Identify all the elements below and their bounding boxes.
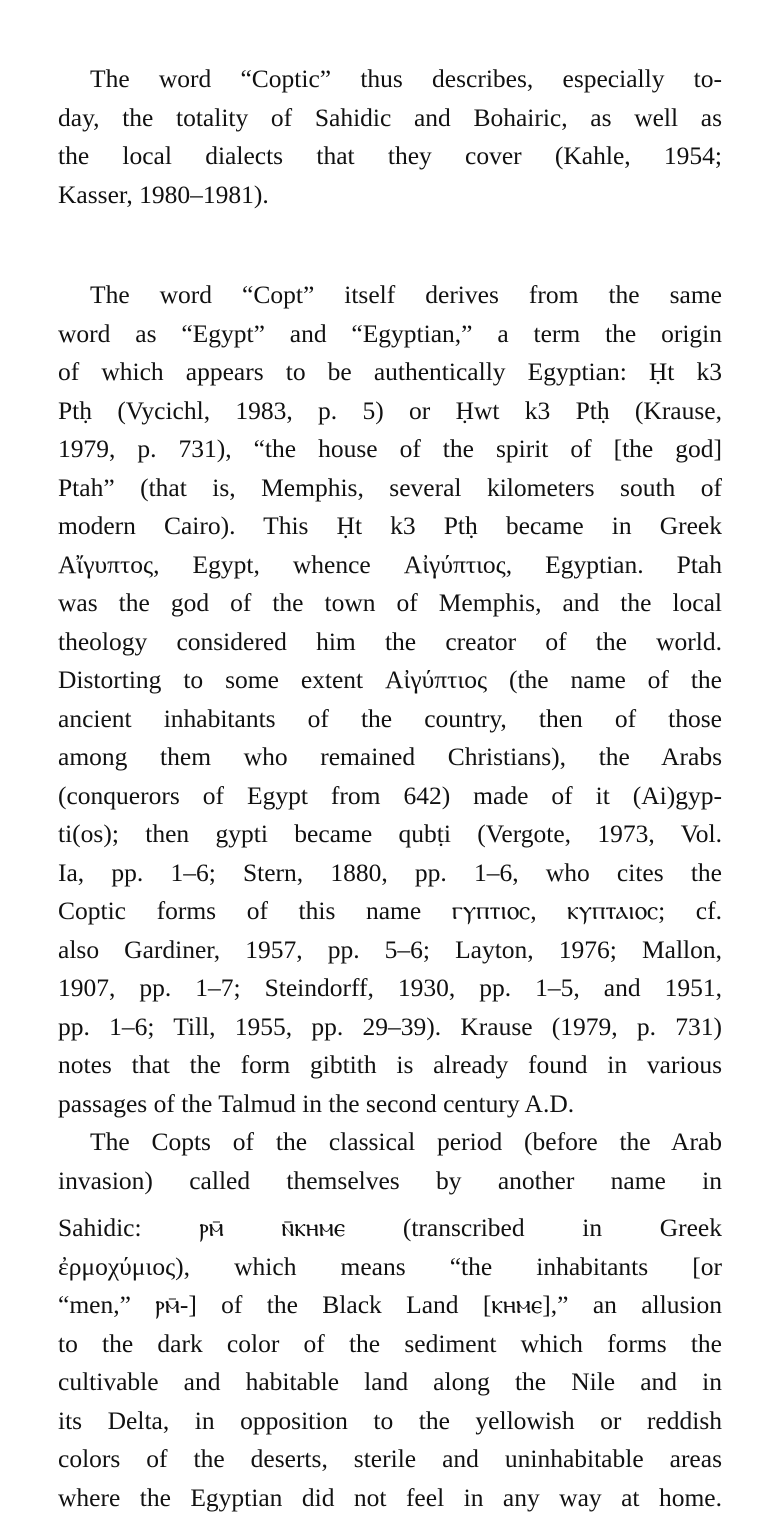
text-line: 1907, pp. 1–7; Steindorff, 1930, pp. 1–5, and 1951,	[58, 973, 722, 1002]
text-line: Coptic forms of this name ⲅⲩⲡⲧⲓⲟⲥ, ⲕⲩⲡⲧⲁⲓⲟⲥ; cf.	[58, 896, 722, 925]
text-line: also Gardiner, 1957, pp. 5–6; Layton, 1976; Mallon,	[58, 934, 722, 964]
text-line: 1979, p. 731), “the house of the spirit of [the god]	[58, 434, 722, 463]
text-line: Ptah” (that is, Memphis, several kilometers south of	[58, 472, 722, 502]
text-line: of which appears to be authentically Egyptian: Ḥt k3	[58, 357, 722, 386]
text-line: day, the totality of Sahidic and Bohairic, as well as	[58, 102, 722, 132]
text-line: passages of the Talmud in the second century A.D.	[58, 1088, 575, 1118]
text-line: pp. 1–6; Till, 1955, pp. 29–39). Krause (1979, p. 731)	[58, 1011, 722, 1041]
text-line: ti(os); then gypti became qubṭi (Vergote, 1973, Vol.	[58, 819, 722, 848]
text-line: its Delta, in opposition to the yellowish or reddish	[58, 1405, 722, 1435]
text-line: Kasser, 1980–1981).	[58, 179, 269, 209]
text-line: where the Egyptian did not feel in any way at home.	[58, 1482, 722, 1512]
text-line: cultivable and habitable land along the Nile and in	[58, 1367, 722, 1396]
text-line: ancient inhabitants of the country, then of those	[58, 703, 722, 733]
text-line: notes that the form gibtith is already found in various	[58, 1050, 722, 1079]
text-line: modern Cairo). This Ḥt k3 Ptḥ became in Greek	[58, 511, 722, 540]
text-line: Distorting to some extent Αἰγύπτιος (the name of the	[58, 665, 722, 694]
text-line: Ia, pp. 1–6; Stern, 1880, pp. 1–6, who cites the	[58, 857, 722, 887]
text-line: to the dark color of the sediment which forms the	[58, 1328, 722, 1358]
text-line: the local dialects that they cover (Kahle, 1954;	[58, 141, 722, 170]
text-line: ἐρμοχύμιος), which means “the inhabitants [or	[58, 1251, 722, 1281]
text-line: Sahidic: ⲣⲙ̄ ⲛ̄ⲕⲏⲙⲉ (transcribed in Greek	[58, 1213, 722, 1242]
paragraph-copt-etymology	[58, 276, 722, 1200]
text-line: theology considered him the creator of the world.	[58, 626, 722, 656]
text-line: “men,” ⲣⲙ̄-] of the Black Land [ⲕⲏⲙⲉ],” an allusion	[58, 1290, 722, 1319]
text-line: The Copts of the classical period (before the Arab	[90, 1127, 722, 1156]
text-line: colors of the deserts, sterile and uninhabitable areas	[58, 1444, 722, 1473]
text-line: Ptḥ (Vycichl, 1983, p. 5) or Ḥwt k3 Ptḥ (Krause,	[58, 395, 722, 425]
text-line: word as “Egypt” and “Egyptian,” a term the origin	[58, 318, 722, 348]
text-line: The word “Copt” itself derives from the same	[90, 280, 722, 309]
paragraph-sahidic-name	[58, 1209, 722, 1517]
text-line: was the god of the town of Memphis, and the local	[58, 588, 722, 617]
paragraph-coptic-definition	[58, 60, 722, 214]
text-line: (conquerors of Egypt from 642) made of it (Ai)gyp-	[58, 780, 722, 810]
text-line: among them who remained Christians), the Arabs	[58, 742, 722, 771]
text-line: Αἴγυπτος, Egypt, whence Αἰγύπτιος, Egyptian. Ptah	[58, 549, 722, 579]
text-line: invasion) called themselves by another name in	[58, 1165, 722, 1195]
text-line: The word “Coptic” thus describes, especially to-	[90, 64, 722, 93]
